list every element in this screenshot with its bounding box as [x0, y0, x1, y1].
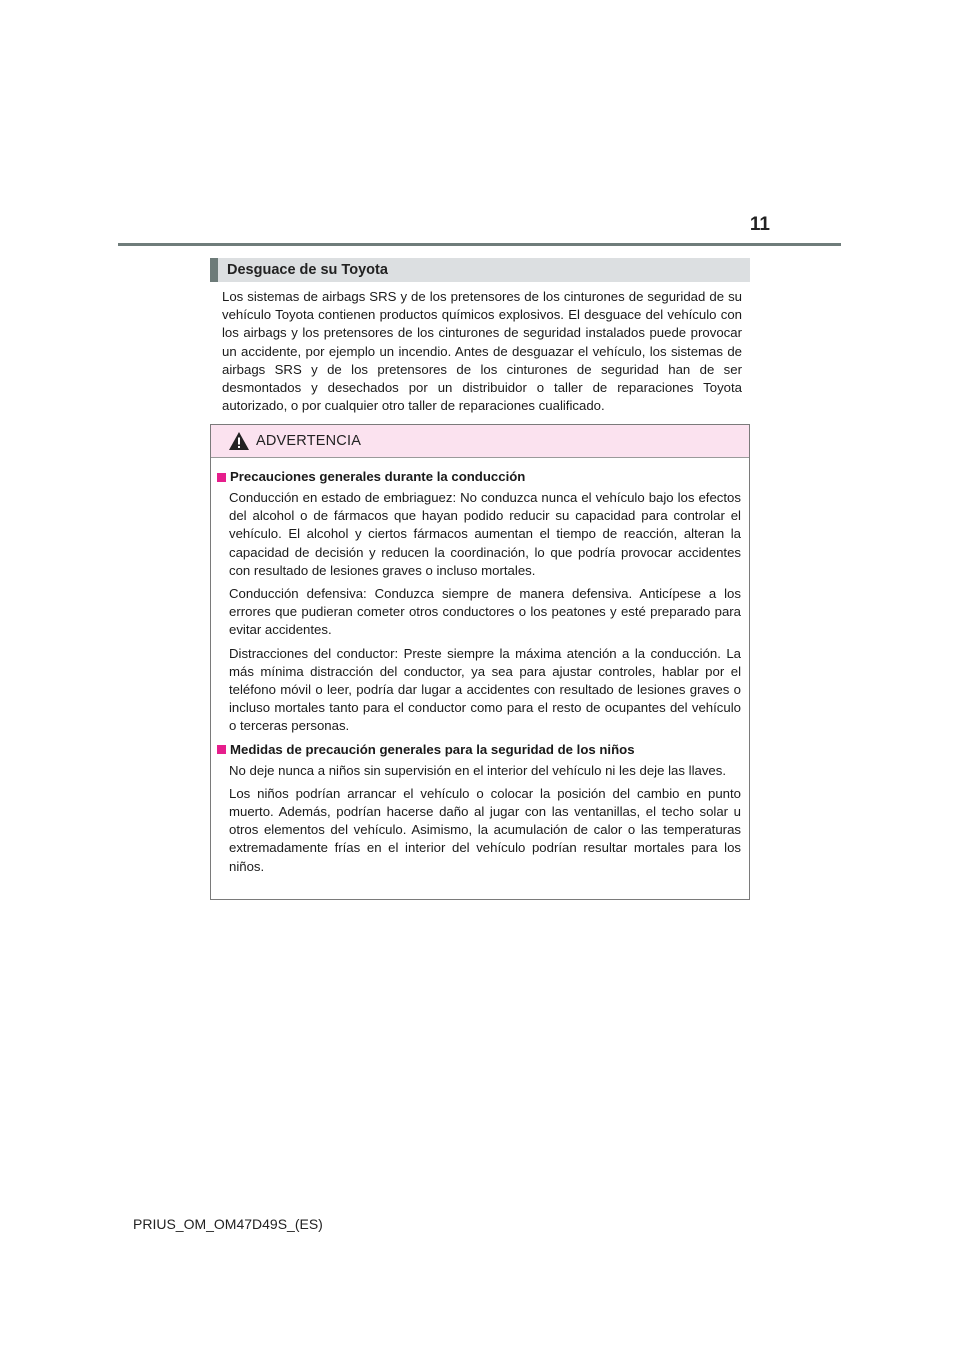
section-title: Desguace de su Toyota: [227, 262, 388, 278]
warning-header: [211, 425, 749, 458]
intro-paragraph: Los sistemas de airbags SRS y de los pretensores de los cinturones de seguridad de su vehículo Toyota contienen productos químicos explosivos. El desguace del vehículo con los airbags y los pretensores de los cinturones de seguridad instalados puede provocar un accidente, por ejemplo un incendio. Antes de desguazar el vehículo, los sistemas de airbags SRS y de los pretensores de los cinturones de seguridad han de ser desmontados y desechados por un distribuidor o taller de reparaciones Toyota autorizado, o por cualquier otro taller de reparaciones cualificado.: [222, 289, 742, 414]
top-rule: [118, 243, 841, 246]
square-bullet-icon: [217, 473, 226, 482]
warning-paragraph: No deje nunca a niños sin supervisión en el interior del vehículo ni les deje las llaves.: [229, 762, 727, 778]
page-number: 11: [749, 214, 770, 235]
warning-heading-text: Precauciones generales durante la conducción: [230, 469, 526, 484]
warning-paragraph: Conducción en estado de embriaguez: No conduzca nunca el vehículo bajo los efectos del alcohol o de fármacos que hayan podido reducir su capacidad para controlar el vehículo. El alcohol y ciertos fármacos aumentan el tiempo de reacción, alteran la capacidad de decisión y reducen la coordinación, lo que podría provocar accidentes con resultado de lesiones graves o incluso mortales.: [229, 490, 741, 578]
warning-paragraph: Distracciones del conductor: Preste siempre la máxima atención a la conducción. La más mínima distracción del conductor, ya sea para ajustar controles, hablar por el teléfono móvil o leer, podría dar lugar a accidentes con resultado de lesiones graves o incluso mortales tanto para el conductor como para el resto de ocupantes del vehículo o terceras personas.: [229, 645, 741, 734]
warning-heading-children: [217, 741, 741, 759]
warning-paragraph: Los niños podrían arrancar el vehículo o colocar la posición del cambio en punto muerto. Además, podrían hacerse daño al jugar con las ventanillas, el techo solar u otros elementos del vehículo. Asimismo, la acumulación de calor o las temperaturas extremadamente frías en el interior del vehículo podrían resultar mortales para los niños.: [229, 785, 741, 874]
warning-heading-text: Medidas de precaución generales para la seguridad de los niños: [230, 741, 635, 757]
warning-paragraph: Conducción defensiva: Conduzca siempre de manera defensiva. Anticípese a los errores que pudieran cometer otros conductores o los peatones y esté preparado para evitar accidentes.: [229, 586, 741, 638]
warning-title: ADVERTENCIA: [256, 433, 362, 449]
warning-heading-driving: [217, 468, 741, 486]
warning-box: [210, 424, 750, 900]
section-header: [210, 258, 750, 282]
warning-triangle-icon: [228, 431, 250, 451]
section-header-bar: [210, 258, 218, 282]
document-code: PRIUS_OM_OM47D49S_(ES): [133, 1216, 323, 1232]
square-bullet-icon: [217, 745, 226, 754]
warning-body: [211, 458, 749, 876]
